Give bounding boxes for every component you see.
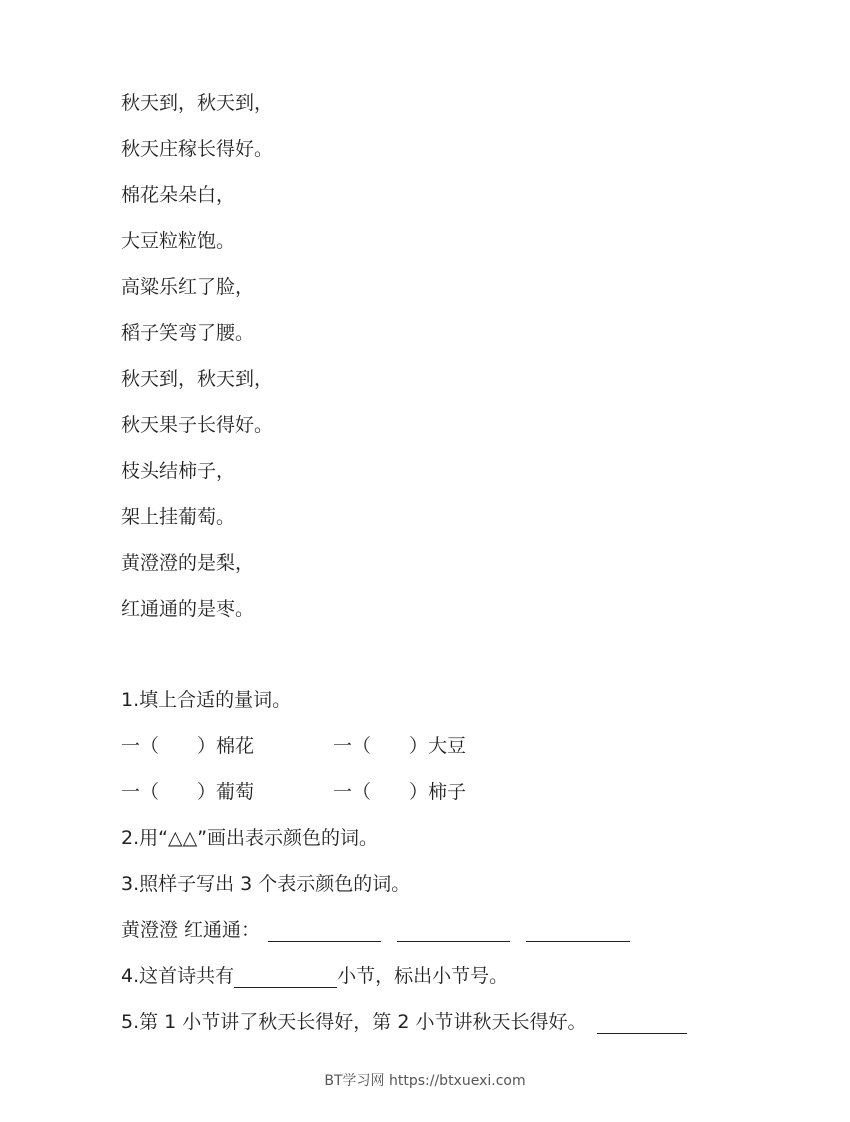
footer-watermark: BT学习网 https://btxuexi.com [324,1073,526,1089]
poem-line: 棉花朵朵白， [121,184,236,206]
question-5 [121,1010,687,1034]
measure-word-item[interactable]: 一（ ）柿子 [333,781,467,803]
poem-line: 架上挂葡萄。 [121,506,236,528]
poem-line: 秋天庄稼长得好。 [121,138,274,160]
poem-line: 秋天到，秋天到， [121,368,274,390]
question-1-row [121,780,521,804]
poem-line: 秋天到，秋天到， [121,92,274,114]
question-4-text: 小节，标出小节号。 [337,965,509,987]
poem-line: 稻子笑弯了腰。 [121,322,255,344]
poem-line: 枝头结柿子， [121,460,236,482]
answer-blank[interactable] [234,967,337,988]
answer-blank[interactable] [597,1013,687,1034]
measure-word-item[interactable]: 一（ ）大豆 [333,735,467,757]
question-4-text: 4.这首诗共有 [121,965,235,987]
poem-line: 黄澄澄的是梨， [121,552,255,574]
answer-blank[interactable] [397,921,510,942]
question-3-answer-row [121,918,630,942]
measure-word-item[interactable]: 一（ ）棉花 [121,735,255,757]
question-2-prompt: 2.用“△△”画出表示颜色的词。 [121,827,379,849]
poem-line: 秋天果子长得好。 [121,414,274,436]
poem-line: 大豆粒粒饱。 [121,230,236,252]
answer-blank[interactable] [526,921,630,942]
question-5-text: 5.第 1 小节讲了秋天长得好，第 2 小节讲秋天长得好。 [121,1011,587,1033]
answer-blank[interactable] [268,921,381,942]
question-4 [121,964,508,988]
measure-word-item[interactable]: 一（ ）葡萄 [121,781,255,803]
poem-line: 高粱乐红了脸， [121,276,255,298]
question-1-prompt: 1.填上合适的量词。 [121,689,292,711]
question-1-row [121,734,521,758]
question-3-prompt: 3.照样子写出 3 个表示颜色的词。 [121,873,411,895]
example-words: 黄澄澄 红通通： [121,919,261,941]
poem-line: 红通通的是枣。 [121,598,255,620]
